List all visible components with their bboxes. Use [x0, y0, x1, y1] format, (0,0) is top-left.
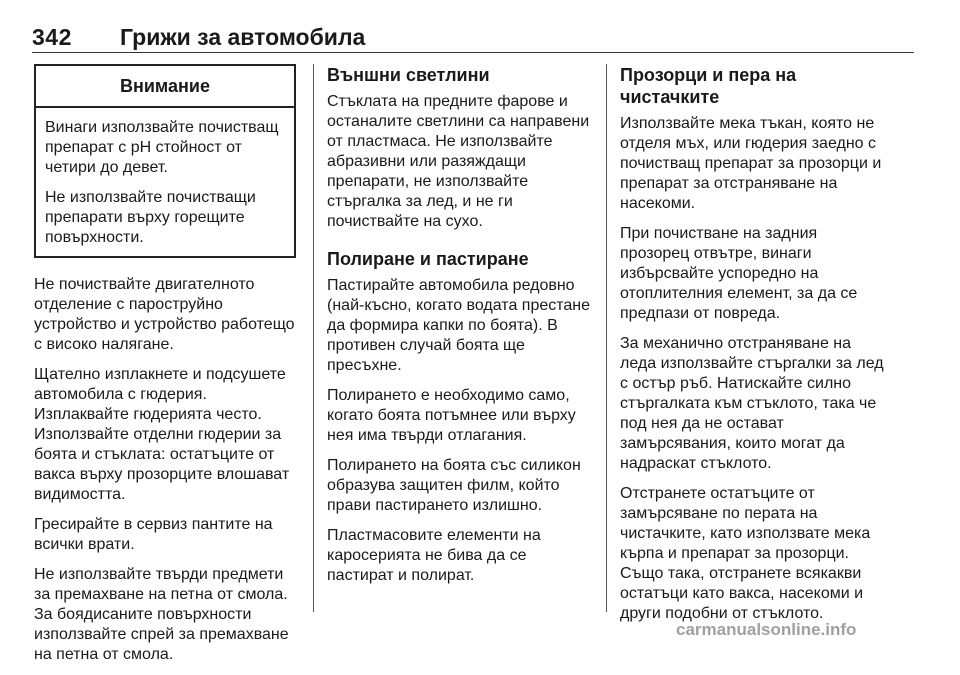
- section-heading-exterior-lights: Външни светлини: [327, 65, 490, 85]
- body-paragraph: Полирането е необходимо само, когато боята потъмнее или върху нея има твърди отлагания.: [327, 387, 576, 444]
- body-paragraph: Използвайте мека тъкан, която не отделя мъх, или гюдерия заедно с почистващ препарат за прозорци и препарат за отстраняване на насекоми.: [620, 115, 882, 212]
- section-heading-polishing: Полиране и пастиране: [327, 249, 529, 269]
- body-paragraph: Пастирайте автомобила редовно (най-късно, когато водата престане да формира капки по боята). В противен случай боята ще пресъхне.: [327, 277, 591, 374]
- page-number: 342: [32, 24, 72, 50]
- body-paragraph: Пластмасовите елементи на каросерията не бива да се пастират и полират.: [327, 527, 541, 584]
- warning-paragraph: Винаги използвайте почистващ препарат с pH стойност от четири до девет.: [45, 119, 279, 176]
- column-divider-1: [313, 64, 314, 612]
- page-title: Грижи за автомобила: [120, 24, 366, 50]
- page-header: [32, 20, 914, 54]
- warning-box: [34, 64, 296, 258]
- column-right: [620, 64, 890, 634]
- section-heading-windows-wipers: Прозорци и пера на чистачките: [620, 65, 797, 107]
- body-paragraph: Не използвайте твърди предмети за премахване на петна от смола. За боядисаните повърхности използвайте спрей за премахване на петна от смола.: [34, 566, 289, 663]
- body-paragraph: Отстранете остатъците от замърсяване по перата на чистачките, като използвате мека кърпа и препарат за прозорци. Също така, отстранете всякакви остатъци като вакса, насекоми и други подобни от стъклото.: [620, 485, 871, 622]
- watermark: carmanualsonline.info: [676, 620, 857, 639]
- column-divider-2: [606, 64, 607, 612]
- header-divider: [32, 52, 914, 53]
- warning-title: Внимание: [36, 66, 294, 108]
- body-paragraph: За механично отстраняване на леда използвайте стъргалки за лед с остър ръб. Натискайте силно стъргалката към стъклото, така че под нея да не остават замърсявания, които могат да надраскат стъклото.: [620, 335, 884, 472]
- warning-body: [36, 108, 294, 256]
- column-middle: [327, 64, 593, 596]
- body-paragraph: Гресирайте в сервиз пантите на всички врати.: [34, 516, 273, 553]
- body-paragraph: Щателно изплакнете и подсушете автомобила с гюдерия. Изплаквайте гюдерията често. Използвайте отделни гюдерии за боята и стъклата: остатъците от вакса върху прозорците влошават видимостта.: [34, 366, 290, 503]
- warning-paragraph: Не използвайте почистващи препарати върху горещите повърхности.: [45, 189, 256, 246]
- column-left: [34, 64, 298, 675]
- body-paragraph: При почистване на задния прозорец отвътре, винаги избърсвайте успоредно на отоплителния елемент, за да се предпази от повреда.: [620, 225, 858, 322]
- body-paragraph: Стъклата на предните фарове и останалите светлини са направени от пластмаса. Не използвайте абразивни или разяждащи препарати, не използвайте стъргалка за лед, и не ги почиствайте на сухо.: [327, 93, 590, 230]
- body-paragraph: Не почиствайте двигателното отделение с пароструйно устройство и устройство работещо с високо налягане.: [34, 276, 295, 353]
- body-paragraph: Полирането на боята със силикон образува защитен филм, който прави пастирането излишно.: [327, 457, 581, 514]
